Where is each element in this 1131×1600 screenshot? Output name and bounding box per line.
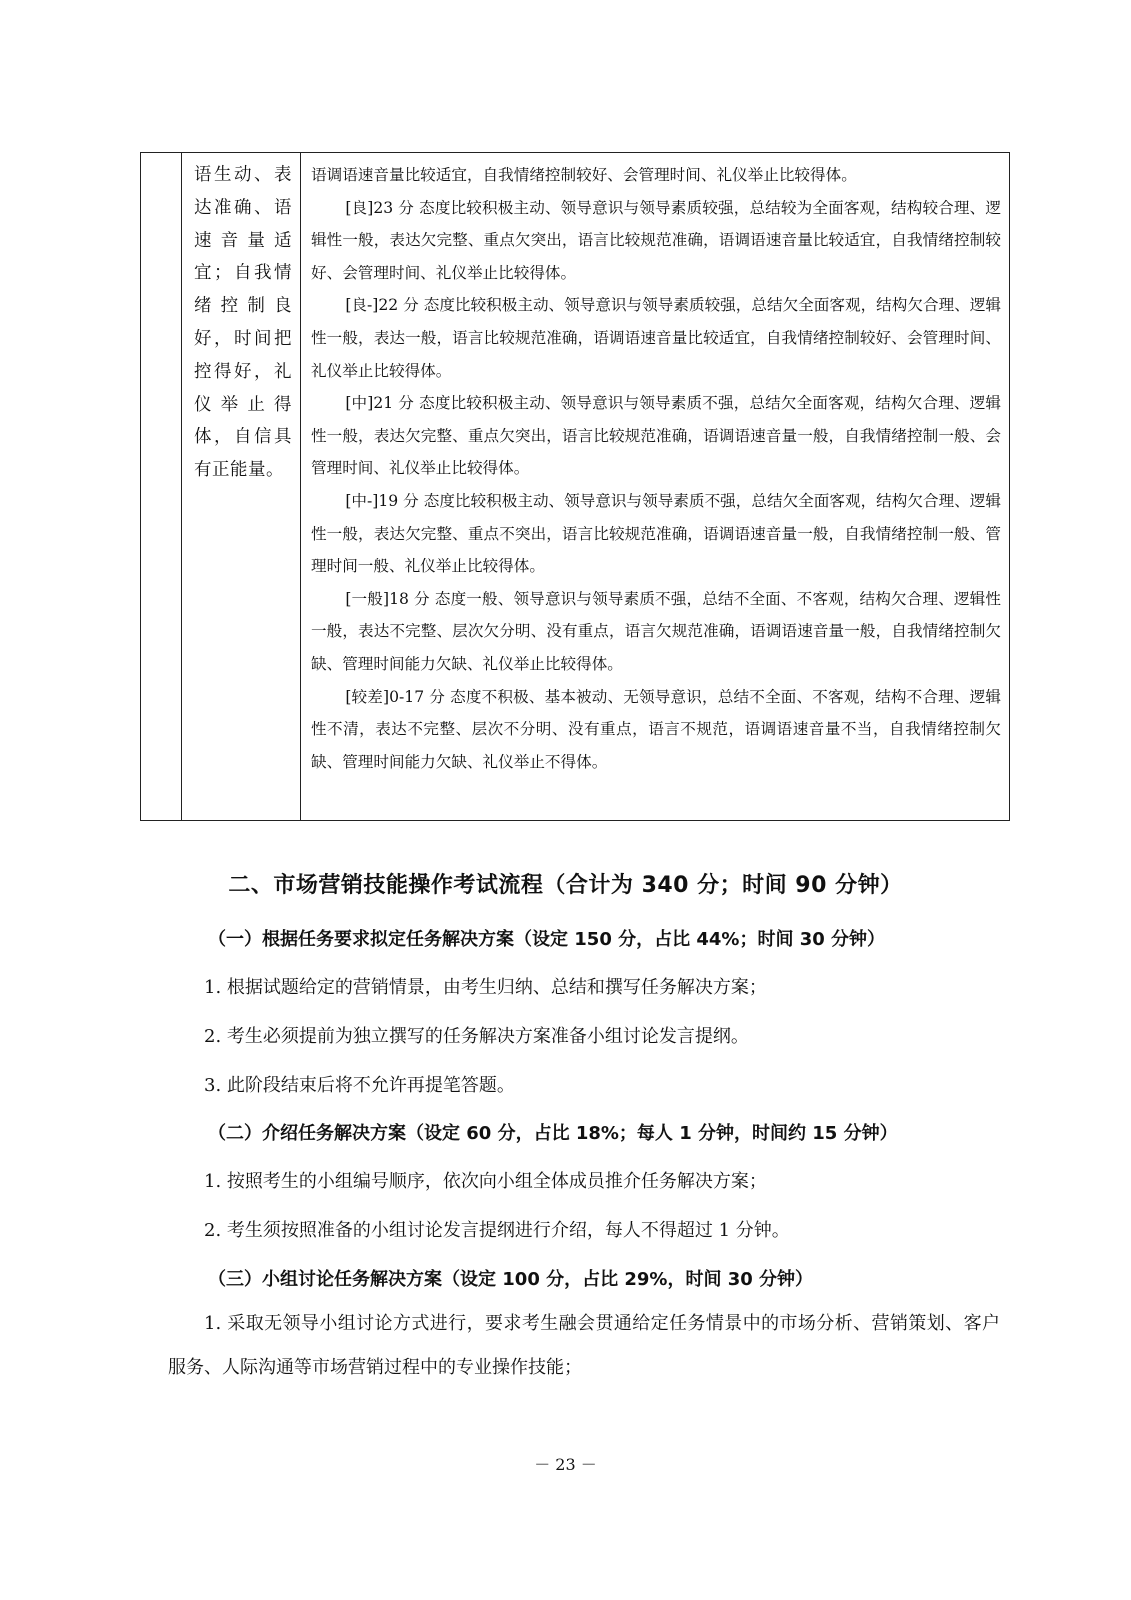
table-row [141, 153, 1010, 821]
scoring-rubric-table [140, 152, 1010, 821]
list-item: 1. 根据试题给定的营销情景，由考生归纳、总结和撰写任务解决方案； [204, 977, 767, 998]
criteria-text: 语生动、表达准确、语速音量适宜；自我情绪控制良好，时间把控得好，礼仪举止得体，自信具有正能量。 [194, 165, 292, 481]
subsection-title-2: （二）介绍任务解决方案（设定 60 分，占比 18%；每人 1 分钟，时间约 15 分钟） [208, 1123, 898, 1144]
subsection-title-1: （一）根据任务要求拟定任务解决方案（设定 150 分，占比 44%；时间 30 分钟） [208, 929, 886, 950]
paragraph: 1. 采取无领导小组讨论方式进行，要求考生融会贯通给定任务情景中的市场分析、营销策划、客户服务、人际沟通等市场营销过程中的专业操作技能； [168, 1313, 1000, 1378]
subsection-title-3: （三）小组讨论任务解决方案（设定 100 分，占比 29%，时间 30 分钟） [208, 1269, 814, 1290]
list-item: 3. 此阶段结束后将不允许再提笔答题。 [204, 1075, 515, 1096]
level-good: [良]23 分 态度比较积极主动、领导意识与领导素质较强，总结较为全面客观，结构较合理、逻辑性一般，表达欠完整、重点欠突出，语言比较规范准确，语调语速音量比较适宜，自我情绪控制较好、会管理时间、礼仪举止比较得体。 [311, 198, 1001, 282]
levels-cell [301, 153, 1010, 821]
page-number: － 23 － [534, 1455, 597, 1474]
level-poor: [较差]0-17 分 态度不积极、基本被动、无领导意识，总结不全面、不客观，结构不合理、逻辑性不清，表达不完整、层次不分明、没有重点，语言不规范，语调语速音量不当，自我情绪控制欠缺、管理时间能力欠缺、礼仪举止不得体。 [311, 687, 1001, 771]
level-medium: [中]21 分 态度比较积极主动、领导意识与领导素质不强，总结欠全面客观，结构欠合理、逻辑性一般，表达欠完整、重点欠突出，语言比较规范准确，语调语速音量一般，自我情绪控制一般、会管理时间、礼仪举止比较得体。 [311, 394, 1001, 478]
section-title: 二、市场营销技能操作考试流程（合计为 340 分；时间 90 分钟） [228, 873, 903, 898]
list-item: 2. 考生必须提前为独立撰写的任务解决方案准备小组讨论发言提纲。 [204, 1026, 749, 1047]
level-medium-minus: [中-]19 分 态度比较积极主动、领导意识与领导素质不强，总结欠全面客观，结构欠合理、逻辑性一般，表达欠完整、重点不突出，语言比较规范准确，语调语速音量一般，自我情绪控制一般、管理时间一般、礼仪举止比较得体。 [311, 491, 1001, 576]
level-average: [一般]18 分 态度一般、领导意识与领导素质不强，总结不全面、不客观，结构欠合理、逻辑性一般，表达不完整、层次欠分明、没有重点，语言欠规范准确，语调语速音量一般，自我情绪控制欠缺、管理时间能力欠缺、礼仪举止比较得体。 [311, 589, 1001, 673]
list-item: 1. 按照考生的小组编号顺序，依次向小组全体成员推介任务解决方案； [204, 1171, 767, 1192]
list-item: 2. 考生须按照准备的小组讨论发言提纲进行介绍，每人不得超过 1 分钟。 [204, 1220, 790, 1241]
continuation-line: 语调语速音量比较适宜，自我情绪控制较好、会管理时间、礼仪举止比较得体。 [311, 166, 857, 184]
criteria-cell [182, 153, 301, 821]
empty-index-cell [141, 153, 182, 821]
level-good-minus: [良-]22 分 态度比较积极主动、领导意识与领导素质较强，总结欠全面客观，结构欠合理、逻辑性一般，表达一般，语言比较规范准确，语调语速音量比较适宜，自我情绪控制较好、会管理时间、礼仪举止比较得体。 [311, 296, 1001, 380]
